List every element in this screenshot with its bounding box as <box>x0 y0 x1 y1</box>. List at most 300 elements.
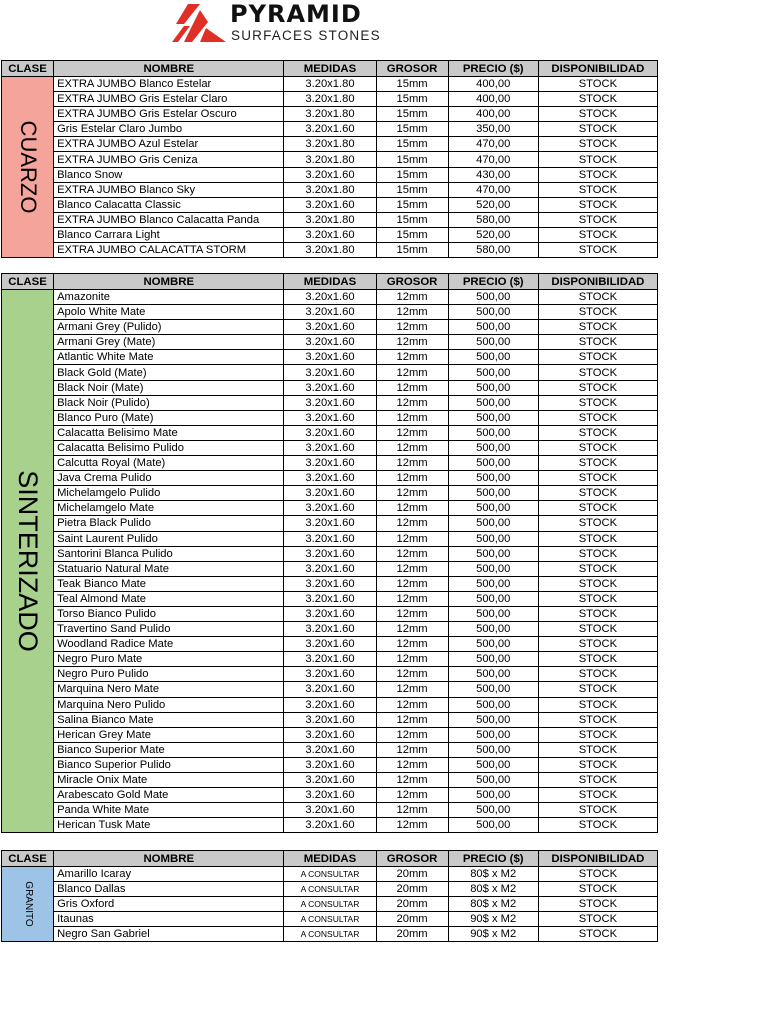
precio-cell: 500,00 <box>448 335 538 350</box>
grosor-cell: 12mm <box>376 350 448 365</box>
cuarzo-price-table <box>1 60 658 258</box>
medidas-cell: 3.20x1.60 <box>284 803 376 818</box>
grosor-cell: 12mm <box>376 697 448 712</box>
grosor-cell: 12mm <box>376 365 448 380</box>
medidas-cell: 3.20x1.60 <box>284 380 376 395</box>
grosor-cell: 20mm <box>376 882 448 897</box>
sinterizado-table <box>1 273 658 833</box>
medidas-cell: 3.20x1.60 <box>284 742 376 757</box>
nombre-cell: Amazonite <box>54 290 284 305</box>
precio-cell: 500,00 <box>448 591 538 606</box>
disponibilidad-cell: STOCK <box>538 320 657 335</box>
nombre-cell: Miracle Onix Mate <box>54 773 284 788</box>
medidas-cell: 3.20x1.60 <box>284 531 376 546</box>
table-row <box>2 77 658 92</box>
precio-cell: 500,00 <box>448 606 538 621</box>
disponibilidad-cell: STOCK <box>538 516 657 531</box>
pyramid-logo-icon <box>170 2 228 44</box>
nombre-cell: Saint Laurent Pulido <box>54 531 284 546</box>
precio-cell: 470,00 <box>448 182 538 197</box>
header-precio: PRECIO ($) <box>448 851 538 867</box>
table-row <box>2 243 658 258</box>
precio-cell: 580,00 <box>448 212 538 227</box>
table-row <box>2 912 658 927</box>
disponibilidad-cell: STOCK <box>538 305 657 320</box>
table-row <box>2 456 658 471</box>
medidas-cell: 3.20x1.60 <box>284 486 376 501</box>
nombre-cell: EXTRA JUMBO Gris Ceniza <box>54 152 284 167</box>
grosor-cell: 12mm <box>376 788 448 803</box>
disponibilidad-cell: STOCK <box>538 425 657 440</box>
sinterizado-price-table <box>1 273 658 833</box>
clase-text: CUARZO <box>15 120 41 214</box>
medidas-cell: 3.20x1.80 <box>284 243 376 258</box>
medidas-cell: 3.20x1.60 <box>284 471 376 486</box>
grosor-cell: 12mm <box>376 290 448 305</box>
table-row <box>2 576 658 591</box>
precio-cell: 500,00 <box>448 456 538 471</box>
table-row <box>2 122 658 137</box>
grosor-cell: 12mm <box>376 335 448 350</box>
table-row <box>2 712 658 727</box>
table-row <box>2 727 658 742</box>
grosor-cell: 12mm <box>376 727 448 742</box>
grosor-cell: 12mm <box>376 576 448 591</box>
header-grosor: GROSOR <box>376 274 448 290</box>
disponibilidad-cell: STOCK <box>538 637 657 652</box>
medidas-cell: A CONSULTAR <box>284 897 376 912</box>
nombre-cell: Michelamgelo Pulido <box>54 486 284 501</box>
nombre-cell: Statuario Natural Mate <box>54 561 284 576</box>
grosor-cell: 15mm <box>376 212 448 227</box>
nombre-cell: Teak Bianco Mate <box>54 576 284 591</box>
grosor-cell: 15mm <box>376 92 448 107</box>
disponibilidad-cell: STOCK <box>538 350 657 365</box>
medidas-cell: 3.20x1.80 <box>284 137 376 152</box>
medidas-cell: 3.20x1.60 <box>284 818 376 833</box>
table-row <box>2 788 658 803</box>
precio-cell: 500,00 <box>448 788 538 803</box>
grosor-cell: 12mm <box>376 501 448 516</box>
header-medidas: MEDIDAS <box>284 61 376 77</box>
table-row <box>2 773 658 788</box>
medidas-cell: 3.20x1.60 <box>284 456 376 471</box>
precio-cell: 500,00 <box>448 652 538 667</box>
precio-cell: 80$ x M2 <box>448 882 538 897</box>
grosor-cell: 12mm <box>376 410 448 425</box>
precio-cell: 520,00 <box>448 197 538 212</box>
medidas-cell: 3.20x1.80 <box>284 152 376 167</box>
grosor-cell: 15mm <box>376 152 448 167</box>
disponibilidad-cell: STOCK <box>538 712 657 727</box>
table-row <box>2 622 658 637</box>
disponibilidad-cell: STOCK <box>538 742 657 757</box>
header-clase: CLASE <box>2 274 54 290</box>
disponibilidad-cell: STOCK <box>538 531 657 546</box>
table-row <box>2 742 658 757</box>
table-row <box>2 182 658 197</box>
grosor-cell: 12mm <box>376 667 448 682</box>
brand-tagline: SURFACES STONES <box>231 28 381 43</box>
disponibilidad-cell: STOCK <box>538 471 657 486</box>
disponibilidad-cell: STOCK <box>538 197 657 212</box>
disponibilidad-cell: STOCK <box>538 137 657 152</box>
precio-cell: 80$ x M2 <box>448 867 538 882</box>
nombre-cell: Armani Grey (Pulido) <box>54 320 284 335</box>
table-row <box>2 350 658 365</box>
grosor-cell: 12mm <box>376 637 448 652</box>
disponibilidad-cell: STOCK <box>538 803 657 818</box>
nombre-cell: EXTRA JUMBO Blanco Sky <box>54 182 284 197</box>
precio-cell: 500,00 <box>448 410 538 425</box>
table-row <box>2 546 658 561</box>
medidas-cell: A CONSULTAR <box>284 927 376 942</box>
medidas-cell: 3.20x1.60 <box>284 197 376 212</box>
table-row <box>2 486 658 501</box>
precio-cell: 80$ x M2 <box>448 897 538 912</box>
precio-cell: 500,00 <box>448 365 538 380</box>
table-row <box>2 380 658 395</box>
disponibilidad-cell: STOCK <box>538 727 657 742</box>
nombre-cell: Blanco Carrara Light <box>54 227 284 242</box>
medidas-cell: 3.20x1.60 <box>284 440 376 455</box>
table-row <box>2 290 658 305</box>
precio-cell: 520,00 <box>448 227 538 242</box>
table-row <box>2 606 658 621</box>
header-disponibilidad: DISPONIBILIDAD <box>538 61 657 77</box>
nombre-cell: EXTRA JUMBO Gris Estelar Oscuro <box>54 107 284 122</box>
table-row <box>2 682 658 697</box>
medidas-cell: 3.20x1.80 <box>284 212 376 227</box>
medidas-cell: 3.20x1.60 <box>284 757 376 772</box>
medidas-cell: 3.20x1.60 <box>284 516 376 531</box>
table-row <box>2 531 658 546</box>
medidas-cell: 3.20x1.60 <box>284 727 376 742</box>
nombre-cell: Michelamgelo Mate <box>54 501 284 516</box>
disponibilidad-cell: STOCK <box>538 818 657 833</box>
grosor-cell: 15mm <box>376 137 448 152</box>
disponibilidad-cell: STOCK <box>538 576 657 591</box>
precio-cell: 580,00 <box>448 243 538 258</box>
medidas-cell: 3.20x1.60 <box>284 410 376 425</box>
header-nombre: NOMBRE <box>54 61 284 77</box>
precio-cell: 500,00 <box>448 697 538 712</box>
table-row <box>2 197 658 212</box>
precio-cell: 500,00 <box>448 773 538 788</box>
nombre-cell: Teal Almond Mate <box>54 591 284 606</box>
nombre-cell: Calacatta Belisimo Mate <box>54 425 284 440</box>
precio-cell: 90$ x M2 <box>448 912 538 927</box>
disponibilidad-cell: STOCK <box>538 456 657 471</box>
medidas-cell: A CONSULTAR <box>284 867 376 882</box>
table-row <box>2 335 658 350</box>
precio-cell: 400,00 <box>448 107 538 122</box>
disponibilidad-cell: STOCK <box>538 227 657 242</box>
medidas-cell: 3.20x1.60 <box>284 350 376 365</box>
precio-cell: 500,00 <box>448 742 538 757</box>
precio-cell: 430,00 <box>448 167 538 182</box>
grosor-cell: 12mm <box>376 486 448 501</box>
clase-label <box>2 290 54 833</box>
granito-price-table <box>1 850 658 942</box>
grosor-cell: 12mm <box>376 757 448 772</box>
disponibilidad-cell: STOCK <box>538 606 657 621</box>
header-precio: PRECIO ($) <box>448 274 538 290</box>
table-row <box>2 667 658 682</box>
precio-cell: 500,00 <box>448 546 538 561</box>
grosor-cell: 12mm <box>376 622 448 637</box>
nombre-cell: Gris Oxford <box>54 897 284 912</box>
disponibilidad-cell: STOCK <box>538 546 657 561</box>
clase-label <box>2 77 54 258</box>
grosor-cell: 15mm <box>376 227 448 242</box>
grosor-cell: 12mm <box>376 531 448 546</box>
disponibilidad-cell: STOCK <box>538 212 657 227</box>
nombre-cell: Black Noir (Pulido) <box>54 395 284 410</box>
table-row <box>2 425 658 440</box>
nombre-cell: Panda White Mate <box>54 803 284 818</box>
disponibilidad-cell: STOCK <box>538 622 657 637</box>
medidas-cell: 3.20x1.60 <box>284 576 376 591</box>
medidas-cell: 3.20x1.60 <box>284 697 376 712</box>
nombre-cell: Bianco Superior Mate <box>54 742 284 757</box>
table-row <box>2 516 658 531</box>
nombre-cell: Calacatta Belisimo Pulido <box>54 440 284 455</box>
disponibilidad-cell: STOCK <box>538 410 657 425</box>
precio-cell: 500,00 <box>448 682 538 697</box>
brand-logo <box>170 2 400 46</box>
grosor-cell: 20mm <box>376 897 448 912</box>
nombre-cell: Travertino Sand Pulido <box>54 622 284 637</box>
grosor-cell: 12mm <box>376 652 448 667</box>
medidas-cell: 3.20x1.60 <box>284 320 376 335</box>
table-row <box>2 440 658 455</box>
medidas-cell: 3.20x1.60 <box>284 637 376 652</box>
grosor-cell: 12mm <box>376 320 448 335</box>
nombre-cell: Armani Grey (Mate) <box>54 335 284 350</box>
header-grosor: GROSOR <box>376 851 448 867</box>
precio-cell: 500,00 <box>448 667 538 682</box>
disponibilidad-cell: STOCK <box>538 897 657 912</box>
medidas-cell: 3.20x1.60 <box>284 122 376 137</box>
grosor-cell: 12mm <box>376 742 448 757</box>
nombre-cell: Itaunas <box>54 912 284 927</box>
precio-cell: 470,00 <box>448 137 538 152</box>
medidas-cell: 3.20x1.80 <box>284 92 376 107</box>
table-row <box>2 591 658 606</box>
grosor-cell: 15mm <box>376 197 448 212</box>
medidas-cell: 3.20x1.60 <box>284 546 376 561</box>
disponibilidad-cell: STOCK <box>538 912 657 927</box>
nombre-cell: Torso Bianco Pulido <box>54 606 284 621</box>
precio-cell: 500,00 <box>448 561 538 576</box>
precio-cell: 500,00 <box>448 516 538 531</box>
granito-table <box>1 850 658 942</box>
disponibilidad-cell: STOCK <box>538 882 657 897</box>
precio-cell: 500,00 <box>448 486 538 501</box>
header-clase: CLASE <box>2 61 54 77</box>
medidas-cell: 3.20x1.60 <box>284 788 376 803</box>
nombre-cell: Marquina Nero Pulido <box>54 697 284 712</box>
header-medidas: MEDIDAS <box>284 851 376 867</box>
precio-cell: 500,00 <box>448 622 538 637</box>
medidas-cell: 3.20x1.60 <box>284 501 376 516</box>
medidas-cell: 3.20x1.60 <box>284 365 376 380</box>
nombre-cell: EXTRA JUMBO Azul Estelar <box>54 137 284 152</box>
grosor-cell: 15mm <box>376 122 448 137</box>
table-row <box>2 365 658 380</box>
nombre-cell: Santorini Blanca Pulido <box>54 546 284 561</box>
medidas-cell: 3.20x1.60 <box>284 606 376 621</box>
nombre-cell: EXTRA JUMBO Gris Estelar Claro <box>54 92 284 107</box>
precio-cell: 400,00 <box>448 92 538 107</box>
table-row <box>2 471 658 486</box>
nombre-cell: Salina Bianco Mate <box>54 712 284 727</box>
precio-cell: 500,00 <box>448 712 538 727</box>
header-grosor: GROSOR <box>376 61 448 77</box>
precio-cell: 500,00 <box>448 818 538 833</box>
table-row <box>2 818 658 833</box>
header-medidas: MEDIDAS <box>284 274 376 290</box>
table-row <box>2 137 658 152</box>
disponibilidad-cell: STOCK <box>538 107 657 122</box>
disponibilidad-cell: STOCK <box>538 927 657 942</box>
nombre-cell: Bianco Superior Pulido <box>54 757 284 772</box>
precio-cell: 90$ x M2 <box>448 927 538 942</box>
precio-cell: 400,00 <box>448 77 538 92</box>
grosor-cell: 12mm <box>376 803 448 818</box>
disponibilidad-cell: STOCK <box>538 290 657 305</box>
nombre-cell: Negro Puro Pulido <box>54 667 284 682</box>
nombre-cell: Negro Puro Mate <box>54 652 284 667</box>
grosor-cell: 12mm <box>376 773 448 788</box>
disponibilidad-cell: STOCK <box>538 182 657 197</box>
disponibilidad-cell: STOCK <box>538 697 657 712</box>
nombre-cell: Pietra Black Pulido <box>54 516 284 531</box>
disponibilidad-cell: STOCK <box>538 501 657 516</box>
grosor-cell: 15mm <box>376 107 448 122</box>
grosor-cell: 12mm <box>376 471 448 486</box>
grosor-cell: 12mm <box>376 395 448 410</box>
cuarzo-table <box>1 60 658 258</box>
medidas-cell: 3.20x1.60 <box>284 335 376 350</box>
precio-cell: 500,00 <box>448 380 538 395</box>
table-row <box>2 757 658 772</box>
precio-cell: 500,00 <box>448 803 538 818</box>
disponibilidad-cell: STOCK <box>538 682 657 697</box>
grosor-cell: 12mm <box>376 456 448 471</box>
medidas-cell: A CONSULTAR <box>284 912 376 927</box>
header-nombre: NOMBRE <box>54 851 284 867</box>
nombre-cell: Herican Grey Mate <box>54 727 284 742</box>
table-row <box>2 212 658 227</box>
nombre-cell: EXTRA JUMBO Blanco Estelar <box>54 77 284 92</box>
precio-cell: 500,00 <box>448 727 538 742</box>
precio-cell: 500,00 <box>448 637 538 652</box>
medidas-cell: 3.20x1.60 <box>284 305 376 320</box>
header-disponibilidad: DISPONIBILIDAD <box>538 851 657 867</box>
table-row <box>2 803 658 818</box>
nombre-cell: Blanco Dallas <box>54 882 284 897</box>
table-row <box>2 107 658 122</box>
medidas-cell: 3.20x1.60 <box>284 395 376 410</box>
table-row <box>2 167 658 182</box>
nombre-cell: Black Gold (Mate) <box>54 365 284 380</box>
table-row <box>2 637 658 652</box>
table-row <box>2 320 658 335</box>
nombre-cell: Herican Tusk Mate <box>54 818 284 833</box>
precio-cell: 500,00 <box>448 531 538 546</box>
header-clase: CLASE <box>2 851 54 867</box>
disponibilidad-cell: STOCK <box>538 335 657 350</box>
header-disponibilidad: DISPONIBILIDAD <box>538 274 657 290</box>
precio-cell: 500,00 <box>448 320 538 335</box>
nombre-cell: Calcutta Royal (Mate) <box>54 456 284 471</box>
table-row <box>2 652 658 667</box>
table-row <box>2 882 658 897</box>
precio-cell: 500,00 <box>448 425 538 440</box>
nombre-cell: Negro San Gabriel <box>54 927 284 942</box>
disponibilidad-cell: STOCK <box>538 788 657 803</box>
disponibilidad-cell: STOCK <box>538 167 657 182</box>
nombre-cell: Blanco Snow <box>54 167 284 182</box>
grosor-cell: 12mm <box>376 818 448 833</box>
medidas-cell: 3.20x1.60 <box>284 561 376 576</box>
medidas-cell: 3.20x1.60 <box>284 652 376 667</box>
medidas-cell: 3.20x1.60 <box>284 682 376 697</box>
header-row <box>2 61 658 77</box>
disponibilidad-cell: STOCK <box>538 591 657 606</box>
grosor-cell: 12mm <box>376 712 448 727</box>
disponibilidad-cell: STOCK <box>538 365 657 380</box>
grosor-cell: 20mm <box>376 867 448 882</box>
disponibilidad-cell: STOCK <box>538 440 657 455</box>
grosor-cell: 12mm <box>376 380 448 395</box>
nombre-cell: Arabescato Gold Mate <box>54 788 284 803</box>
nombre-cell: Blanco Calacatta Classic <box>54 197 284 212</box>
grosor-cell: 12mm <box>376 425 448 440</box>
brand-name: PYRAMID <box>230 0 362 28</box>
medidas-cell: 3.20x1.80 <box>284 107 376 122</box>
medidas-cell: 3.20x1.60 <box>284 622 376 637</box>
table-row <box>2 152 658 167</box>
disponibilidad-cell: STOCK <box>538 757 657 772</box>
table-row <box>2 897 658 912</box>
precio-cell: 500,00 <box>448 440 538 455</box>
medidas-cell: 3.20x1.60 <box>284 667 376 682</box>
grosor-cell: 12mm <box>376 440 448 455</box>
table-row <box>2 867 658 882</box>
nombre-cell: Apolo White Mate <box>54 305 284 320</box>
precio-cell: 500,00 <box>448 471 538 486</box>
clase-text: SINTERIZADO <box>12 470 43 652</box>
nombre-cell: Black Noir (Mate) <box>54 380 284 395</box>
disponibilidad-cell: STOCK <box>538 152 657 167</box>
grosor-cell: 20mm <box>376 912 448 927</box>
nombre-cell: Blanco Puro (Mate) <box>54 410 284 425</box>
table-row <box>2 410 658 425</box>
medidas-cell: 3.20x1.80 <box>284 182 376 197</box>
disponibilidad-cell: STOCK <box>538 773 657 788</box>
precio-cell: 350,00 <box>448 122 538 137</box>
table-row <box>2 561 658 576</box>
grosor-cell: 15mm <box>376 182 448 197</box>
grosor-cell: 12mm <box>376 606 448 621</box>
medidas-cell: 3.20x1.60 <box>284 227 376 242</box>
table-row <box>2 697 658 712</box>
disponibilidad-cell: STOCK <box>538 395 657 410</box>
medidas-cell: 3.20x1.60 <box>284 712 376 727</box>
